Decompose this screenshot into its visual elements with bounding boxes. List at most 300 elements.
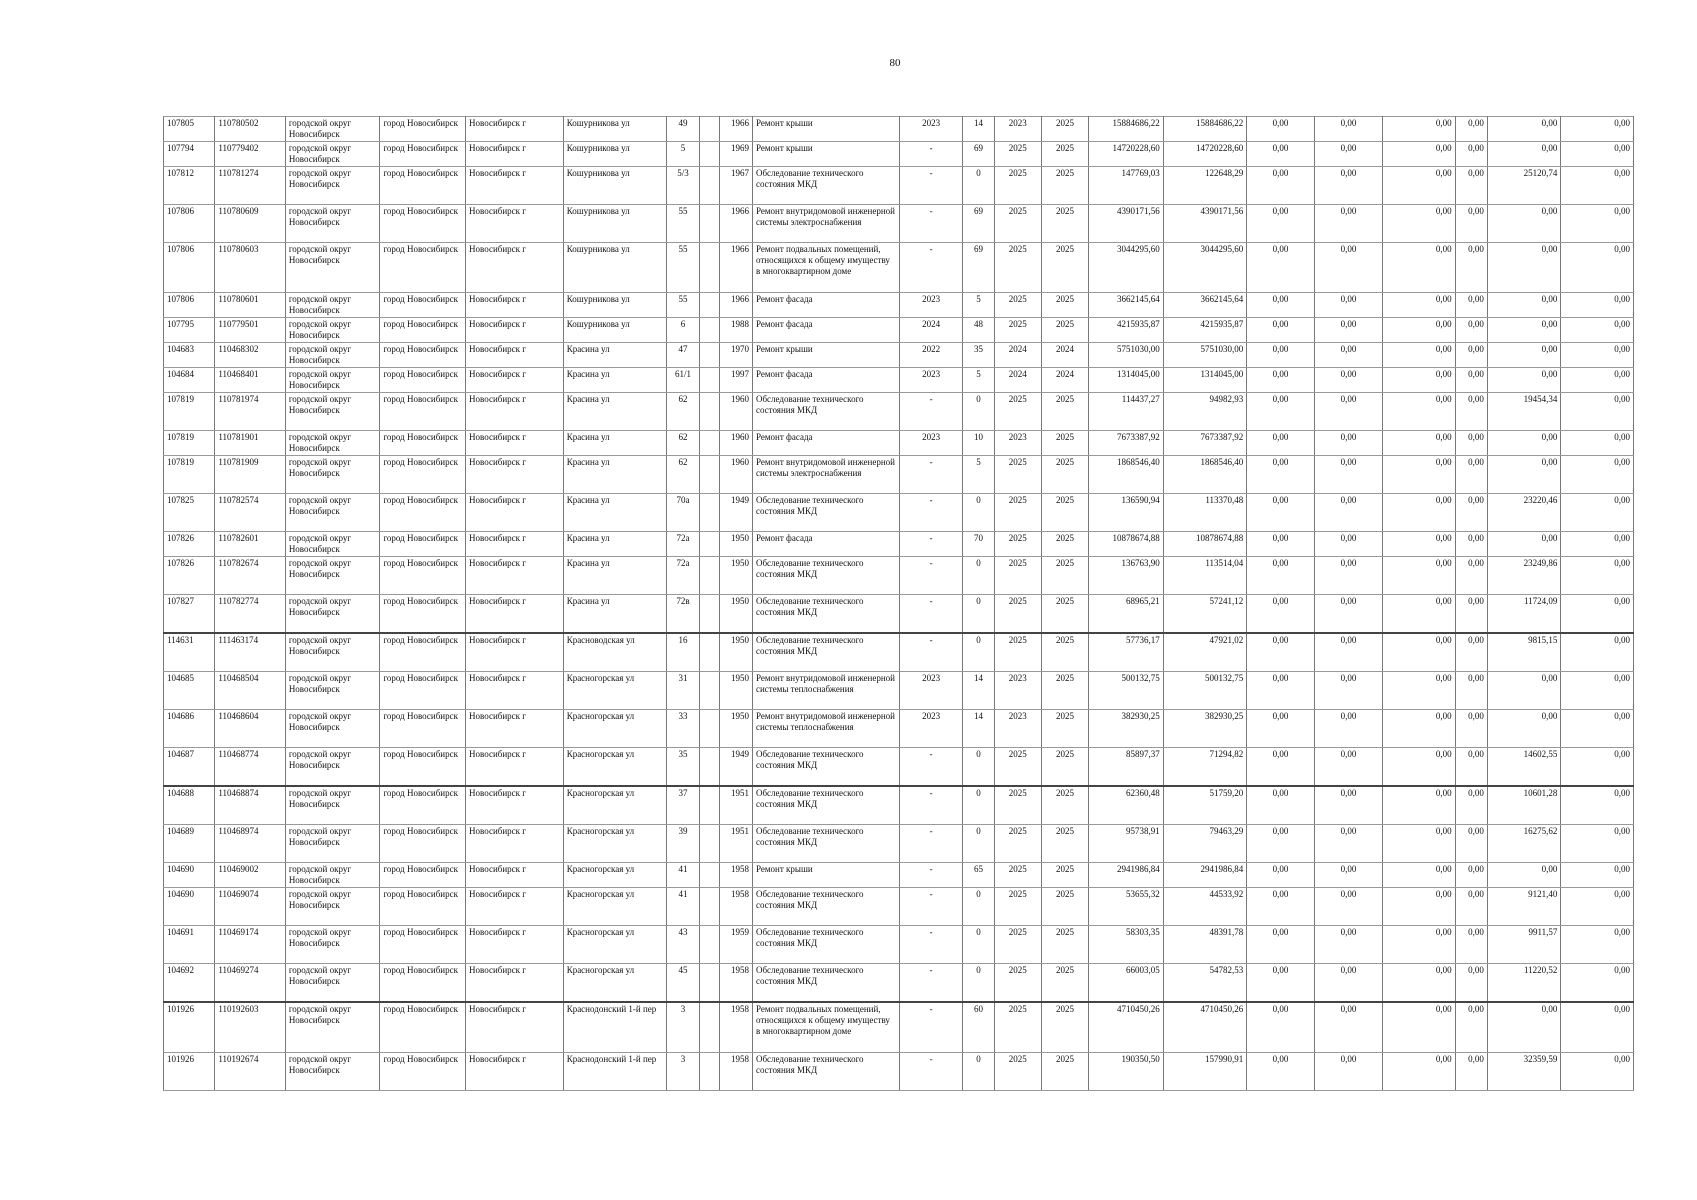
- cell-finance-1: 0,00: [1247, 117, 1314, 142]
- cell-finance-1: 0,00: [1247, 863, 1314, 888]
- cell-finance-6: 0,00: [1561, 595, 1634, 634]
- cell-plan-start: 2025: [994, 595, 1041, 634]
- cell-municipality: город Новосибирск: [380, 710, 466, 748]
- cell-finance-1: 0,00: [1247, 293, 1314, 318]
- cell-id: 107806: [164, 293, 215, 318]
- table-row: [164, 786, 1634, 825]
- cell-house: 72а: [667, 557, 699, 595]
- cell-city: Новосибирск г: [466, 786, 564, 825]
- cell-last-repair: 2023: [899, 672, 962, 710]
- cell-street: Кошурникова ул: [563, 142, 667, 167]
- cell-plan-start: 2025: [994, 494, 1041, 532]
- cell-year-built: 1969: [719, 142, 752, 167]
- cell-city: Новосибирск г: [466, 293, 564, 318]
- cell-finance-1: 0,00: [1247, 142, 1314, 167]
- cell-wear: 0: [963, 825, 994, 863]
- cell-work-type: Обследование технического состояния МКД: [752, 595, 899, 634]
- cell-city: Новосибирск г: [466, 368, 564, 393]
- cell-id: 104683: [164, 343, 215, 368]
- table-row: [164, 293, 1634, 318]
- cell-year-built: 1958: [719, 1053, 752, 1091]
- cell-street: Краснодонский 1-й пер: [563, 1053, 667, 1091]
- cell-last-repair: -: [899, 1053, 962, 1091]
- cell-year-built: 1958: [719, 964, 752, 1003]
- cell-city: Новосибирск г: [466, 595, 564, 634]
- cell-code: 110782774: [215, 595, 285, 634]
- cell-city: Новосибирск г: [466, 431, 564, 456]
- cell-finance-2: 0,00: [1314, 431, 1382, 456]
- cell-wear: 70: [963, 532, 994, 557]
- cell-code: 110782601: [215, 532, 285, 557]
- cell-street: Красина ул: [563, 368, 667, 393]
- cell-year-built: 1958: [719, 888, 752, 926]
- cell-finance-4: 0,00: [1455, 167, 1487, 205]
- cell-finance-6: 0,00: [1561, 456, 1634, 494]
- cell-city: Новосибирск г: [466, 318, 564, 343]
- cell-finance-3: 0,00: [1383, 710, 1455, 748]
- cell-year-built: 1958: [719, 1002, 752, 1053]
- cell-id: 107806: [164, 243, 215, 293]
- cell-finance-4: 0,00: [1455, 431, 1487, 456]
- cell-wear: 69: [963, 205, 994, 243]
- cell-okrug: городской округ Новосибирск: [285, 205, 380, 243]
- cell-finance-6: 0,00: [1561, 167, 1634, 205]
- cell-id: 114631: [164, 633, 215, 672]
- cell-finance-1: 0,00: [1247, 205, 1314, 243]
- cell-street: Красина ул: [563, 595, 667, 634]
- cell-city: Новосибирск г: [466, 1053, 564, 1091]
- cell-finance-3: 0,00: [1383, 167, 1455, 205]
- cell-okrug: городской округ Новосибирск: [285, 293, 380, 318]
- cell-finance-5: 0,00: [1487, 710, 1561, 748]
- cell-okrug: городской округ Новосибирск: [285, 748, 380, 787]
- cell-plan-start: 2025: [994, 293, 1041, 318]
- cell-code: 110782674: [215, 557, 285, 595]
- cell-finance-6: 0,00: [1561, 532, 1634, 557]
- cell-last-repair: -: [899, 748, 962, 787]
- cell-plan-start: 2025: [994, 456, 1041, 494]
- cell-city: Новосибирск г: [466, 825, 564, 863]
- cell-okrug: городской округ Новосибирск: [285, 825, 380, 863]
- cell-blank: [699, 786, 719, 825]
- cell-finance-4: 0,00: [1455, 786, 1487, 825]
- cell-finance-5: 10601,28: [1487, 786, 1561, 825]
- cell-code: 110780609: [215, 205, 285, 243]
- cell-work-type: Обследование технического состояния МКД: [752, 633, 899, 672]
- cell-plan-end: 2025: [1041, 557, 1088, 595]
- cell-cost-total: 136763,90: [1089, 557, 1164, 595]
- cell-finance-2: 0,00: [1314, 532, 1382, 557]
- cell-blank: [699, 393, 719, 431]
- cell-plan-end: 2025: [1041, 532, 1088, 557]
- cell-okrug: городской округ Новосибирск: [285, 595, 380, 634]
- cell-plan-start: 2025: [994, 825, 1041, 863]
- cell-okrug: городской округ Новосибирск: [285, 431, 380, 456]
- cell-wear: 60: [963, 1002, 994, 1053]
- cell-work-type: Ремонт крыши: [752, 117, 899, 142]
- cell-cost-fund: 4710450,26: [1163, 1002, 1247, 1053]
- cell-year-built: 1950: [719, 557, 752, 595]
- cell-finance-6: 0,00: [1561, 786, 1634, 825]
- cell-code: 110780502: [215, 117, 285, 142]
- cell-work-type: Обследование технического состояния МКД: [752, 393, 899, 431]
- cell-work-type: Ремонт подвальных помещений, относящихся к общему имуществу в многоквартирном доме: [752, 1002, 899, 1053]
- cell-house: 5: [667, 142, 699, 167]
- cell-id: 107819: [164, 393, 215, 431]
- cell-plan-end: 2025: [1041, 926, 1088, 964]
- cell-house: 37: [667, 786, 699, 825]
- page-number: 80: [889, 57, 901, 69]
- cell-finance-6: 0,00: [1561, 672, 1634, 710]
- cell-cost-total: 4710450,26: [1089, 1002, 1164, 1053]
- table-row: [164, 167, 1634, 205]
- cell-last-repair: -: [899, 633, 962, 672]
- cell-finance-3: 0,00: [1383, 318, 1455, 343]
- cell-code: 110468974: [215, 825, 285, 863]
- cell-work-type: Ремонт подвальных помещений, относящихся к общему имуществу в многоквартирном доме: [752, 243, 899, 293]
- cell-finance-5: 0,00: [1487, 863, 1561, 888]
- cell-city: Новосибирск г: [466, 863, 564, 888]
- cell-okrug: городской округ Новосибирск: [285, 368, 380, 393]
- cell-cost-total: 7673387,92: [1089, 431, 1164, 456]
- cell-house: 55: [667, 293, 699, 318]
- cell-street: Красногорская ул: [563, 710, 667, 748]
- cell-finance-3: 0,00: [1383, 494, 1455, 532]
- cell-finance-5: 0,00: [1487, 293, 1561, 318]
- cell-year-built: 1951: [719, 786, 752, 825]
- cell-cost-fund: 113370,48: [1163, 494, 1247, 532]
- cell-wear: 14: [963, 672, 994, 710]
- cell-finance-6: 0,00: [1561, 393, 1634, 431]
- cell-blank: [699, 167, 719, 205]
- cell-finance-3: 0,00: [1383, 243, 1455, 293]
- cell-finance-2: 0,00: [1314, 633, 1382, 672]
- cell-wear: 35: [963, 343, 994, 368]
- cell-year-built: 1960: [719, 393, 752, 431]
- cell-last-repair: -: [899, 926, 962, 964]
- cell-finance-5: 0,00: [1487, 431, 1561, 456]
- cell-plan-start: 2025: [994, 532, 1041, 557]
- cell-last-repair: -: [899, 825, 962, 863]
- cell-id: 107794: [164, 142, 215, 167]
- cell-finance-6: 0,00: [1561, 557, 1634, 595]
- cell-municipality: город Новосибирск: [380, 117, 466, 142]
- cell-street: Кошурникова ул: [563, 117, 667, 142]
- cell-last-repair: 2022: [899, 343, 962, 368]
- cell-finance-1: 0,00: [1247, 964, 1314, 1003]
- cell-finance-1: 0,00: [1247, 825, 1314, 863]
- cell-plan-end: 2025: [1041, 1053, 1088, 1091]
- cell-wear: 0: [963, 964, 994, 1003]
- cell-finance-6: 0,00: [1561, 431, 1634, 456]
- cell-plan-end: 2025: [1041, 494, 1088, 532]
- cell-id: 104691: [164, 926, 215, 964]
- cell-id: 107812: [164, 167, 215, 205]
- cell-finance-2: 0,00: [1314, 318, 1382, 343]
- cell-municipality: город Новосибирск: [380, 167, 466, 205]
- cell-cost-fund: 57241,12: [1163, 595, 1247, 634]
- cell-year-built: 1966: [719, 293, 752, 318]
- cell-cost-fund: 79463,29: [1163, 825, 1247, 863]
- cell-id: 107827: [164, 595, 215, 634]
- cell-finance-5: 25120,74: [1487, 167, 1561, 205]
- cell-finance-6: 0,00: [1561, 926, 1634, 964]
- cell-finance-1: 0,00: [1247, 633, 1314, 672]
- cell-finance-4: 0,00: [1455, 393, 1487, 431]
- cell-last-repair: 2024: [899, 318, 962, 343]
- cell-finance-4: 0,00: [1455, 557, 1487, 595]
- cell-okrug: городской округ Новосибирск: [285, 1053, 380, 1091]
- cell-code: 110468302: [215, 343, 285, 368]
- cell-code: 110468874: [215, 786, 285, 825]
- cell-street: Кошурникова ул: [563, 293, 667, 318]
- cell-municipality: город Новосибирск: [380, 926, 466, 964]
- cell-blank: [699, 431, 719, 456]
- cell-municipality: город Новосибирск: [380, 557, 466, 595]
- cell-finance-4: 0,00: [1455, 142, 1487, 167]
- cell-finance-4: 0,00: [1455, 205, 1487, 243]
- cell-finance-2: 0,00: [1314, 748, 1382, 787]
- cell-finance-5: 0,00: [1487, 318, 1561, 343]
- table-row: [164, 926, 1634, 964]
- table-row: [164, 888, 1634, 926]
- cell-finance-4: 0,00: [1455, 532, 1487, 557]
- cell-city: Новосибирск г: [466, 494, 564, 532]
- cell-wear: 48: [963, 318, 994, 343]
- cell-plan-start: 2025: [994, 888, 1041, 926]
- cell-municipality: город Новосибирск: [380, 393, 466, 431]
- cell-finance-1: 0,00: [1247, 888, 1314, 926]
- cell-finance-2: 0,00: [1314, 205, 1382, 243]
- cell-house: 55: [667, 243, 699, 293]
- cell-blank: [699, 926, 719, 964]
- cell-finance-1: 0,00: [1247, 1002, 1314, 1053]
- cell-blank: [699, 494, 719, 532]
- cell-okrug: городской округ Новосибирск: [285, 888, 380, 926]
- cell-last-repair: 2023: [899, 431, 962, 456]
- cell-cost-fund: 47921,02: [1163, 633, 1247, 672]
- cell-id: 104690: [164, 863, 215, 888]
- cell-wear: 0: [963, 786, 994, 825]
- cell-plan-end: 2025: [1041, 748, 1088, 787]
- cell-year-built: 1966: [719, 205, 752, 243]
- cell-wear: 0: [963, 926, 994, 964]
- cell-plan-start: 2025: [994, 393, 1041, 431]
- cell-finance-1: 0,00: [1247, 318, 1314, 343]
- cell-code: 110782574: [215, 494, 285, 532]
- cell-work-type: Ремонт внутридомовой инженерной системы электроснабжения: [752, 205, 899, 243]
- cell-plan-end: 2025: [1041, 142, 1088, 167]
- cell-city: Новосибирск г: [466, 633, 564, 672]
- cell-plan-start: 2024: [994, 368, 1041, 393]
- cell-plan-end: 2025: [1041, 633, 1088, 672]
- cell-cost-fund: 500132,75: [1163, 672, 1247, 710]
- cell-municipality: город Новосибирск: [380, 1002, 466, 1053]
- cell-wear: 0: [963, 633, 994, 672]
- cell-code: 110192603: [215, 1002, 285, 1053]
- cell-finance-2: 0,00: [1314, 1053, 1382, 1091]
- table-row: [164, 863, 1634, 888]
- cell-okrug: городской округ Новосибирск: [285, 167, 380, 205]
- cell-finance-1: 0,00: [1247, 456, 1314, 494]
- cell-cost-total: 382930,25: [1089, 710, 1164, 748]
- cell-work-type: Ремонт крыши: [752, 863, 899, 888]
- cell-city: Новосибирск г: [466, 888, 564, 926]
- cell-city: Новосибирск г: [466, 964, 564, 1003]
- cell-plan-end: 2025: [1041, 672, 1088, 710]
- cell-finance-6: 0,00: [1561, 243, 1634, 293]
- cell-year-built: 1960: [719, 456, 752, 494]
- cell-plan-start: 2025: [994, 863, 1041, 888]
- cell-work-type: Ремонт фасада: [752, 368, 899, 393]
- cell-finance-1: 0,00: [1247, 494, 1314, 532]
- cell-municipality: город Новосибирск: [380, 672, 466, 710]
- cell-cost-fund: 3662145,64: [1163, 293, 1247, 318]
- cell-street: Красина ул: [563, 456, 667, 494]
- cell-municipality: город Новосибирск: [380, 786, 466, 825]
- cell-okrug: городской округ Новосибирск: [285, 710, 380, 748]
- cell-wear: 5: [963, 456, 994, 494]
- cell-cost-total: 57736,17: [1089, 633, 1164, 672]
- table-row: [164, 343, 1634, 368]
- cell-municipality: город Новосибирск: [380, 368, 466, 393]
- cell-cost-fund: 157990,91: [1163, 1053, 1247, 1091]
- cell-city: Новосибирск г: [466, 1002, 564, 1053]
- cell-blank: [699, 532, 719, 557]
- cell-code: 110779501: [215, 318, 285, 343]
- cell-finance-3: 0,00: [1383, 368, 1455, 393]
- cell-work-type: Ремонт внутридомовой инженерной системы электроснабжения: [752, 456, 899, 494]
- cell-finance-4: 0,00: [1455, 710, 1487, 748]
- cell-plan-end: 2025: [1041, 964, 1088, 1003]
- cell-wear: 5: [963, 368, 994, 393]
- cell-last-repair: 2023: [899, 710, 962, 748]
- cell-finance-5: 0,00: [1487, 117, 1561, 142]
- cell-street: Красногорская ул: [563, 825, 667, 863]
- cell-wear: 10: [963, 431, 994, 456]
- cell-cost-total: 85897,37: [1089, 748, 1164, 787]
- cell-finance-3: 0,00: [1383, 1053, 1455, 1091]
- cell-house: 70а: [667, 494, 699, 532]
- table-row: [164, 205, 1634, 243]
- table-row: [164, 368, 1634, 393]
- cell-okrug: городской округ Новосибирск: [285, 557, 380, 595]
- cell-code: 110468504: [215, 672, 285, 710]
- cell-code: 110779402: [215, 142, 285, 167]
- cell-finance-4: 0,00: [1455, 863, 1487, 888]
- cell-last-repair: -: [899, 167, 962, 205]
- cell-work-type: Обследование технического состояния МКД: [752, 557, 899, 595]
- cell-plan-end: 2025: [1041, 205, 1088, 243]
- cell-blank: [699, 243, 719, 293]
- cell-city: Новосибирск г: [466, 748, 564, 787]
- cell-cost-total: 4215935,87: [1089, 318, 1164, 343]
- cell-finance-6: 0,00: [1561, 1002, 1634, 1053]
- table-row: [164, 243, 1634, 293]
- cell-plan-end: 2024: [1041, 343, 1088, 368]
- cell-plan-end: 2025: [1041, 456, 1088, 494]
- cell-okrug: городской округ Новосибирск: [285, 863, 380, 888]
- cell-plan-start: 2025: [994, 1002, 1041, 1053]
- cell-finance-2: 0,00: [1314, 456, 1382, 494]
- cell-work-type: Обследование технического состояния МКД: [752, 786, 899, 825]
- cell-blank: [699, 888, 719, 926]
- cell-wear: 14: [963, 117, 994, 142]
- cell-code: 111463174: [215, 633, 285, 672]
- cell-plan-end: 2025: [1041, 825, 1088, 863]
- cell-finance-1: 0,00: [1247, 786, 1314, 825]
- cell-finance-1: 0,00: [1247, 672, 1314, 710]
- cell-okrug: городской округ Новосибирск: [285, 926, 380, 964]
- cell-plan-end: 2025: [1041, 888, 1088, 926]
- cell-finance-3: 0,00: [1383, 1002, 1455, 1053]
- cell-blank: [699, 142, 719, 167]
- cell-id: 101926: [164, 1053, 215, 1091]
- cell-plan-start: 2025: [994, 964, 1041, 1003]
- cell-finance-6: 0,00: [1561, 142, 1634, 167]
- cell-last-repair: 2023: [899, 293, 962, 318]
- cell-id: 107819: [164, 456, 215, 494]
- cell-blank: [699, 825, 719, 863]
- cell-plan-start: 2024: [994, 343, 1041, 368]
- cell-finance-3: 0,00: [1383, 786, 1455, 825]
- cell-street: Красина ул: [563, 532, 667, 557]
- cell-finance-2: 0,00: [1314, 142, 1382, 167]
- cell-okrug: городской округ Новосибирск: [285, 343, 380, 368]
- cell-work-type: Ремонт фасада: [752, 532, 899, 557]
- cell-year-built: 1950: [719, 672, 752, 710]
- cell-finance-2: 0,00: [1314, 926, 1382, 964]
- cell-street: Красногорская ул: [563, 926, 667, 964]
- cell-plan-end: 2025: [1041, 243, 1088, 293]
- cell-city: Новосибирск г: [466, 532, 564, 557]
- cell-finance-5: 0,00: [1487, 243, 1561, 293]
- cell-plan-end: 2025: [1041, 393, 1088, 431]
- cell-cost-total: 114437,27: [1089, 393, 1164, 431]
- cell-cost-total: 14720228,60: [1089, 142, 1164, 167]
- cell-wear: 0: [963, 393, 994, 431]
- cell-plan-end: 2025: [1041, 117, 1088, 142]
- cell-okrug: городской округ Новосибирск: [285, 672, 380, 710]
- cell-plan-end: 2025: [1041, 167, 1088, 205]
- cell-blank: [699, 633, 719, 672]
- cell-finance-6: 0,00: [1561, 633, 1634, 672]
- cell-okrug: городской округ Новосибирск: [285, 117, 380, 142]
- cell-finance-2: 0,00: [1314, 1002, 1382, 1053]
- cell-house: 41: [667, 888, 699, 926]
- cell-last-repair: -: [899, 786, 962, 825]
- cell-house: 3: [667, 1053, 699, 1091]
- table-row: [164, 431, 1634, 456]
- cell-year-built: 1959: [719, 926, 752, 964]
- cell-blank: [699, 117, 719, 142]
- cell-blank: [699, 748, 719, 787]
- cell-finance-2: 0,00: [1314, 595, 1382, 634]
- cell-plan-end: 2025: [1041, 710, 1088, 748]
- cell-city: Новосибирск г: [466, 117, 564, 142]
- cell-house: 33: [667, 710, 699, 748]
- cell-finance-2: 0,00: [1314, 710, 1382, 748]
- cell-finance-4: 0,00: [1455, 368, 1487, 393]
- cell-finance-4: 0,00: [1455, 343, 1487, 368]
- cell-code: 110781274: [215, 167, 285, 205]
- cell-id: 107805: [164, 117, 215, 142]
- cell-finance-2: 0,00: [1314, 672, 1382, 710]
- cell-finance-5: 14602,55: [1487, 748, 1561, 787]
- cell-id: 107806: [164, 205, 215, 243]
- cell-work-type: Ремонт внутридомовой инженерной системы теплоснабжения: [752, 710, 899, 748]
- cell-plan-end: 2025: [1041, 293, 1088, 318]
